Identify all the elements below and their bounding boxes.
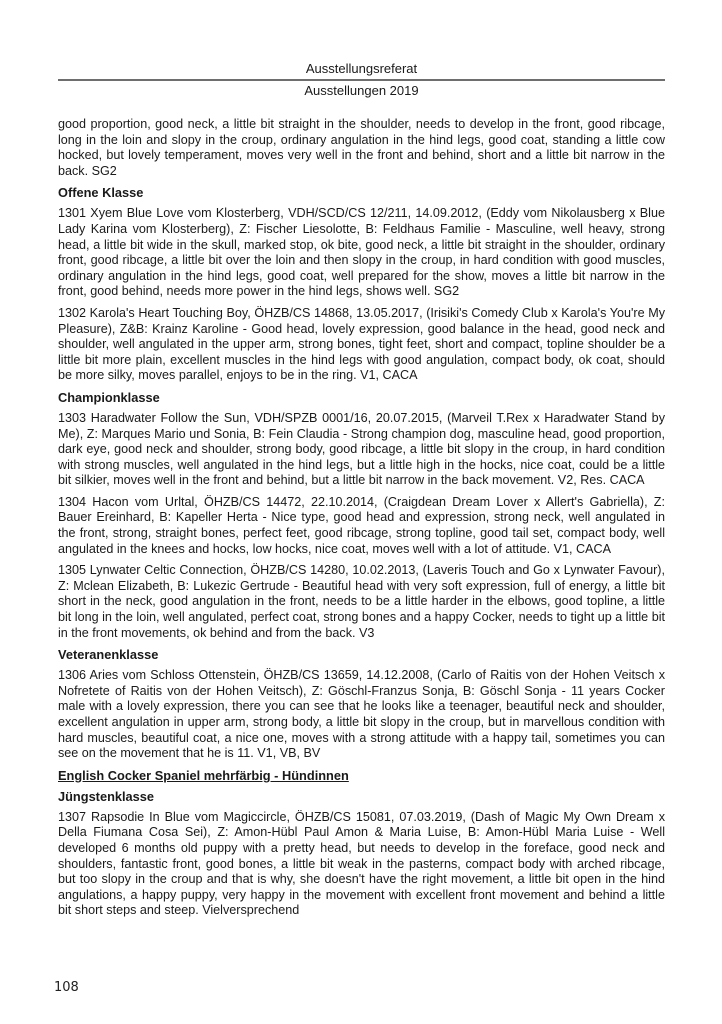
entry-1302: 1302 Karola's Heart Touching Boy, ÖHZB/CS 14868, 13.05.2017, (Irisiki's Comedy Club x Karola's You're My Pleasure), Z&B: Krainz Karoline - Good head, lovely expression, good balance in the head, good neck and shoulder, well angulated in the upper arm, strong bones, tight feet, short and compact, topline shoulder be a little bit more plain, excellent muscles in the hind legs with good angulation, compact body, ok coat, should be more silky, moves parallel, enjoys to be in the ring. V1, CACA (58, 305, 665, 383)
page-header (58, 61, 665, 99)
class-heading-juengsten: Jüngstenklasse (58, 788, 155, 804)
header-subtitle: Ausstellungen 2019 (304, 83, 419, 98)
class-heading-offene: Offene Klasse (58, 185, 144, 201)
document-body (58, 117, 665, 925)
header-title: Ausstellungsreferat (305, 61, 418, 76)
header-divider (58, 79, 665, 81)
entry-1307: 1307 Rapsodie In Blue vom Magiccircle, ÖHZB/CS 15081, 07.03.2019, (Dash of Magic My Own Dream x Della Fiumana Cosa Sei), Z: Amon-Hübl Paul Amon & Maria Luise, B: Amon-Hübl Maria Luise - Well developed 6 months old puppy with a pretty head, but needs to develop in the foreface, good neck and shoulders, fantastic front, good bones, a little bit weak in the pasterns, compact body with arched ribcage, but too slopy in the croup and that is why, she doesn't have the right movement, a little bit open in the hind angulations, a happy puppy, very happy in the movement with excellent front movement and behind a little bit short steps and steep. Vielversprechend (58, 809, 665, 918)
entry-1304: 1304 Hacon vom Urltal, ÖHZB/CS 14472, 22.10.2014, (Craigdean Dream Lover x Allert's Gabriella), Z: Bauer Ereinhard, B: Kapeller Herta - Nice type, good head and expression, strong neck, well angulated in the front, strong, straight bones, perfect feet, good ribcage, strong topline, good tail set, compact body, well angulated in the knees and hocks, low hocks, nice coat, moves well with a lot of attitude. V1, CACA (58, 494, 665, 556)
entry-1301: 1301 Xyem Blue Love vom Klosterberg, VDH/SCD/CS 12/211, 14.09.2012, (Eddy vom Nikolausberg x Blue Lady Karina vom Klosterberg), Z: Fischer Liesolotte, B: Feldhaus Familie - Masculine, well heavy, strong head, a little bit wide in the skull, marked stop, ok bite, good neck, a little bit straight in the shoulder, ordinary front, good ribcage, a little bit over the loin and then slopy in the croup, in hard condition with good muscles, ordinary angulation in the hind legs, good coat, well prepared for the show, moves a little bit narrow in the front, good behind, needs more power in the hind legs, shows well. SG2 (58, 206, 665, 299)
class-heading-champion: Championklasse (58, 389, 160, 405)
section-heading-breed: English Cocker Spaniel mehrfärbig - Hündinnen (58, 767, 349, 783)
entry-1306: 1306 Aries vom Schloss Ottenstein, ÖHZB/CS 13659, 14.12.2008, (Carlo of Raitis von der Hohen Veitsch x Nofretete of Raitis von der Hohen Veitsch), Z: Göschl-Franzus Sonja, B: Göschl Sonja - 11 years Cocker male with a lovely expression, there you can see that he looks like a teenager, beautiful neck and shoulder, excellent angulation in upper arm, strong body, a little bit slopy in the croup, but in marvellous condition with hard muscles, beautiful coat, a nice one, moves with a strong attitude with a happy tail, sometimes you can see on the movement that he is 11. V1, VB, BV (58, 668, 665, 761)
page-number: 108 (54, 980, 79, 995)
entry-1305: 1305 Lynwater Celtic Connection, ÖHZB/CS 14280, 10.02.2013, (Laveris Touch and Go x Lynwater Favour), Z: Mclean Elizabeth, B: Lukezic Gertrude - Beautiful head with very soft expression, full of energy, a little bit short in the neck, good angulation in the front, needs to be a little harder in the elbows, good topline, a little bit long in the loin, well angulated, perfect coat, strong bones and a happy Cocker, needs to tight up a little bit in the front movements, ok behind and from the back. V3 (58, 563, 665, 640)
paragraph-continuation: good proportion, good neck, a little bit straight in the shoulder, needs to develop in the front, good ribcage, long in the loin and slopy in the croup, ordinary angulation in the hind legs, good coat, standing a little cow hocked, but lovely temperament, moves very well in the front and behind, short and a little bit narrow in the back. SG2 (58, 117, 665, 178)
class-heading-veteran: Veteranenklasse (58, 647, 159, 663)
entry-1303: 1303 Haradwater Follow the Sun, VDH/SPZB 0001/16, 20.07.2015, (Marveil T.Rex x Haradwater Stand by Me), Z: Marques Mario und Sonia, B: Fein Claudia - Strong champion dog, masculine head, good proportion, dark eye, good neck and shoulder, strong body, good ribcage, a little bit slopy in the croup, in hard condition with strong muscles, well angulated in the hind legs, but a little high in the hocks, nice coat, could be a little bit silkier, moves well in the front and behind, but a little bit narrow in the back movement. V2, Res. CACA (58, 410, 665, 488)
